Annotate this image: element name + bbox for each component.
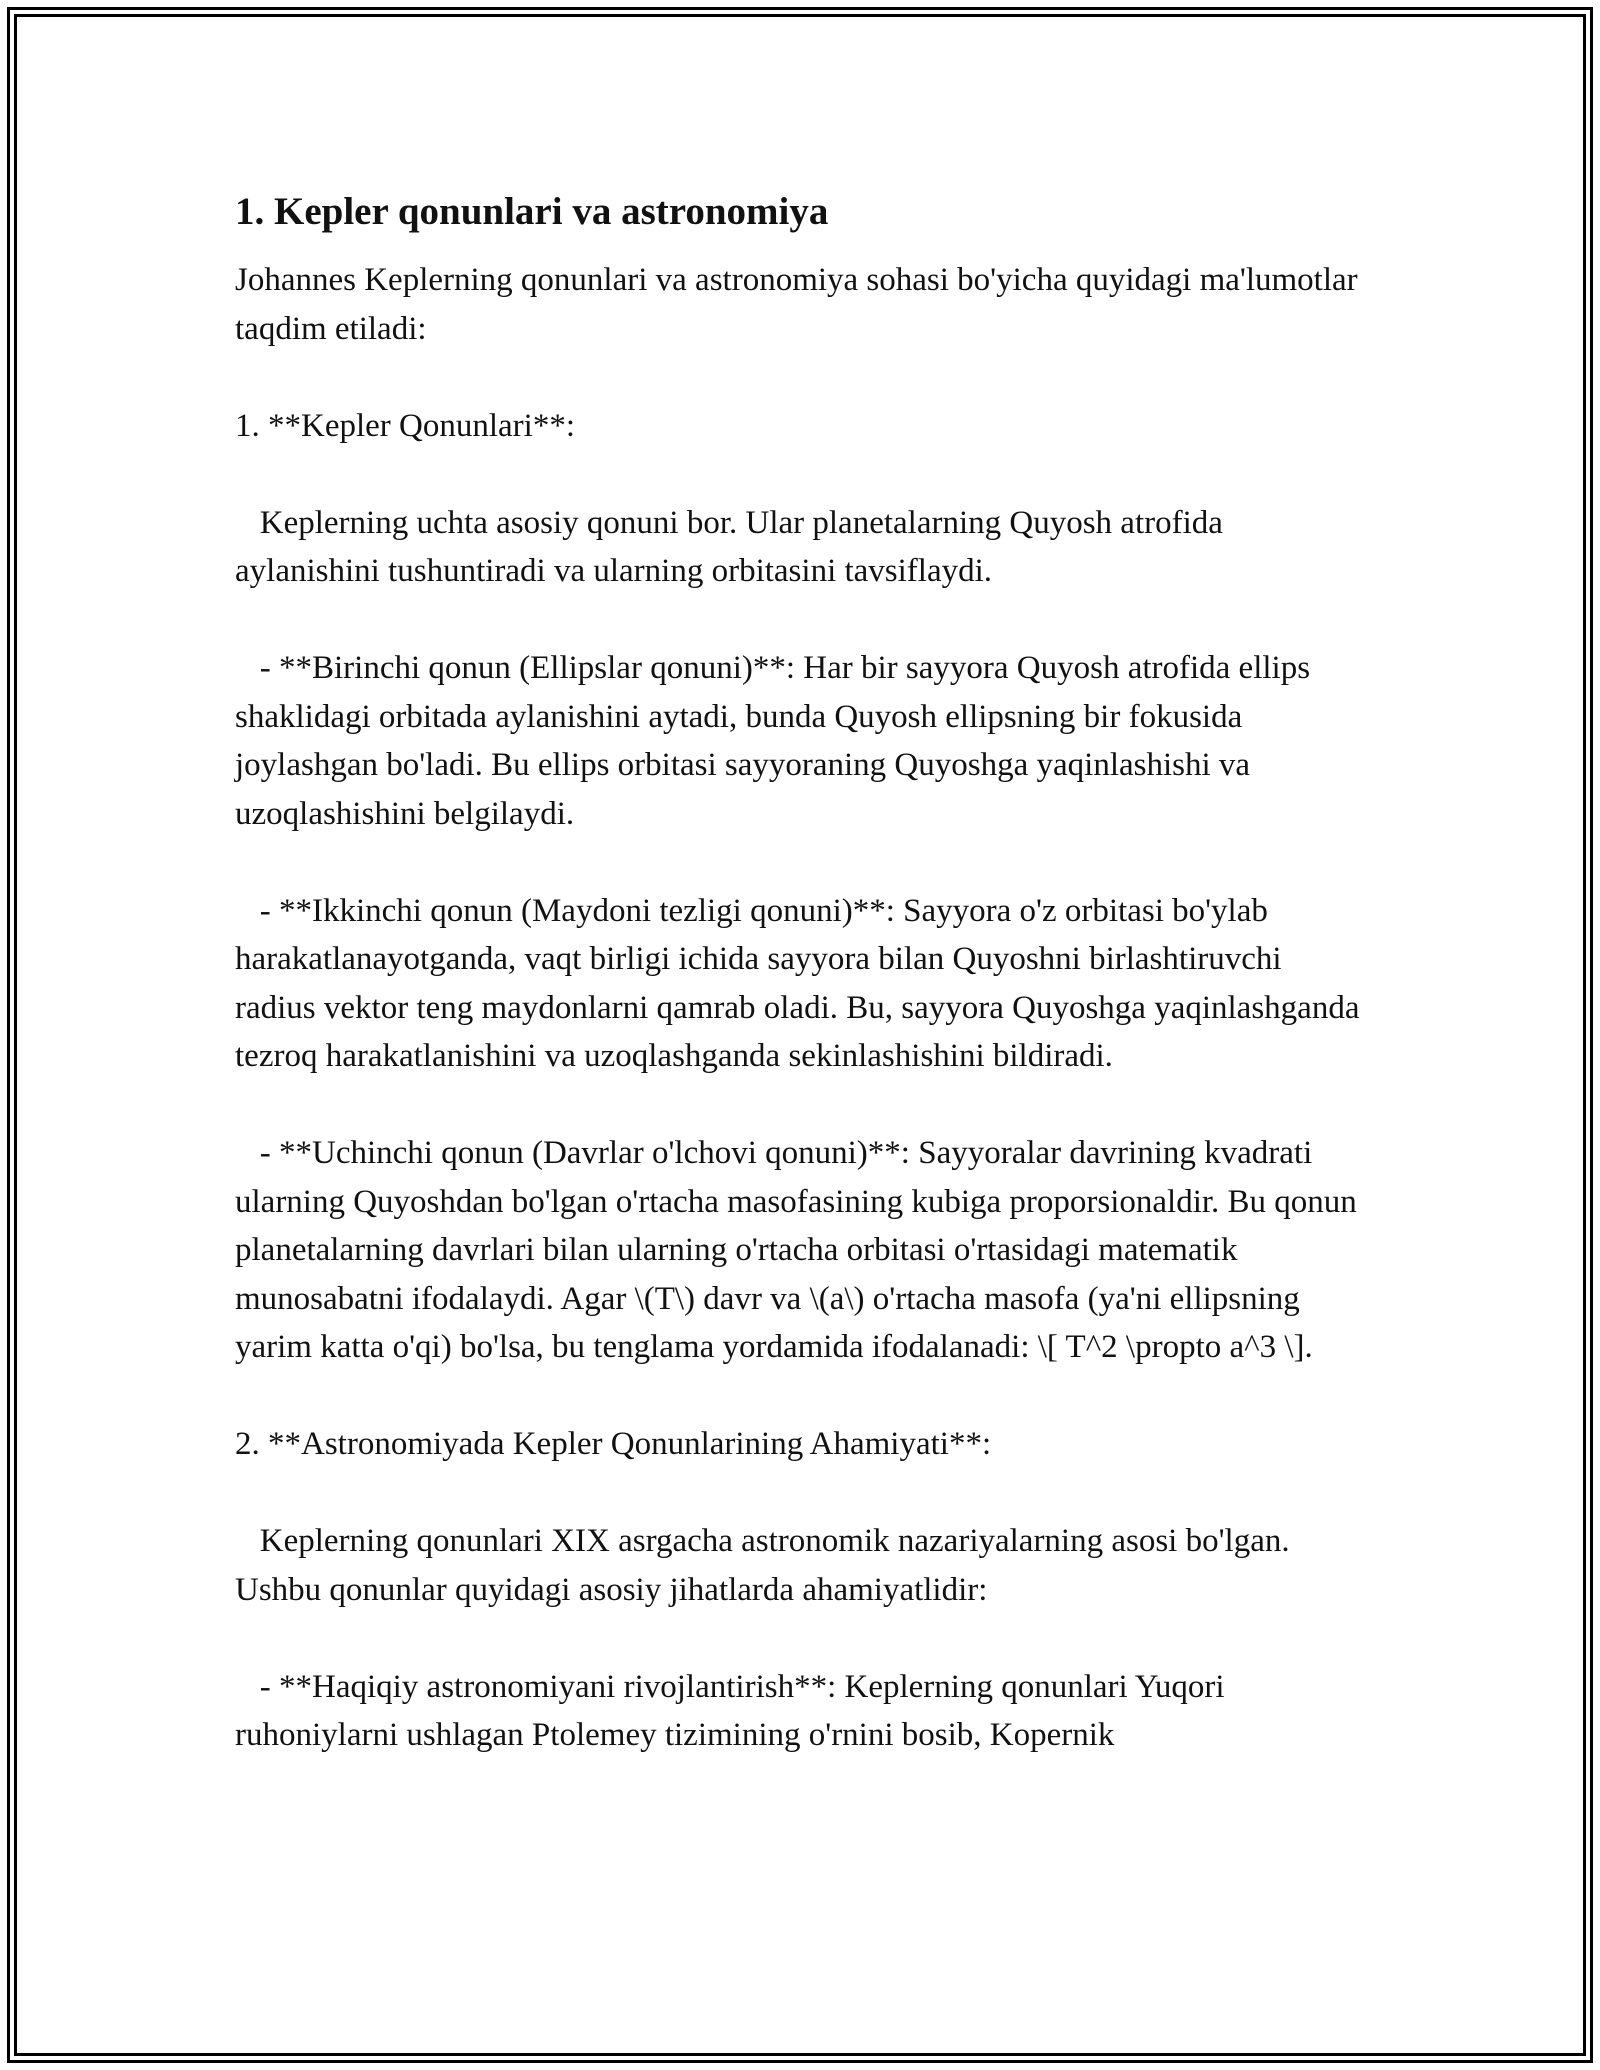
real-astronomy-paragraph: - **Haqiqiy astronomiyani rivojlantirish**: Keplerning qonunlari Yuqori ruhoniylarni ushlagan Ptolemey tizimining o'rnini bosib, Kopernik [235,1668,1233,1753]
significance-paragraph: Keplerning qonunlari XIX asrgacha astronomik nazariyalarning asosi bo'lgan. Ushbu qonunlar quyidagi asosiy jihatlarda ahamiyatlidir: [235,1523,1298,1608]
third-law-paragraph: - **Uchinchi qonun (Davrlar o'lchovi qonuni)**: Sayyoralar davrining kvadrati ularning Quyoshdan bo'lgan o'rtacha masofasining kubiga proporsionaldir. Bu qonun planetalarning davrlari bilan ularning o'rtacha orbitasi o'rtasidagi matematik munosabatni ifodalaydi. Agar \(T\) davr va \(a\) o'rtacha masofa (ya'ni ellipsning yarim katta o'qi) bo'lsa, bu tenglama yordamida ifodalanadi: \[ T^2 \propto a^3 \]. [235,1135,1366,1365]
intro-paragraph: Johannes Keplerning qonunlari va astronomiya sohasi bo'yicha quyidagi ma'lumotlar taqdim etiladi: [235,262,1366,347]
document-body [235,188,1368,1808]
list-item-kepler-laws: 1. **Kepler Qonunlari**: [235,407,576,444]
laws-overview-paragraph: Keplerning uchta asosiy qonuni bor. Ular planetalarning Quyosh atrofida aylanishini tushuntiradi va ularning orbitasini tavsiflaydi. [235,504,1232,589]
first-law-paragraph: - **Birinchi qonun (Ellipslar qonuni)**: Har bir sayyora Quyosh atrofida ellips shaklidagi orbitada aylanishini aytadi, bunda Quyosh ellipsning bir fokusida joylashgan bo'ladi. Bu ellips orbitasi sayyoraning Quyoshga yaqinlashishi va uzoqlashishini belgilaydi. [235,650,1319,832]
second-law-paragraph: - **Ikkinchi qonun (Maydoni tezligi qonuni)**: Sayyora o'z orbitasi bo'ylab harakatlanayotganda, vaqt birligi ichida sayyora bilan Quyoshni birlashtiruvchi radius vektor teng maydonlarni qamrab oladi. Bu, sayyora Quyoshga yaqinlashganda tezroq harakatlanishini va uzoqlashganda sekinlashishini bildiradi. [235,892,1368,1074]
list-item-significance: 2. **Astronomiyada Kepler Qonunlarining Ahamiyati**: [235,1426,992,1462]
section-heading: 1. Kepler qonunlari va astronomiya [235,190,829,233]
